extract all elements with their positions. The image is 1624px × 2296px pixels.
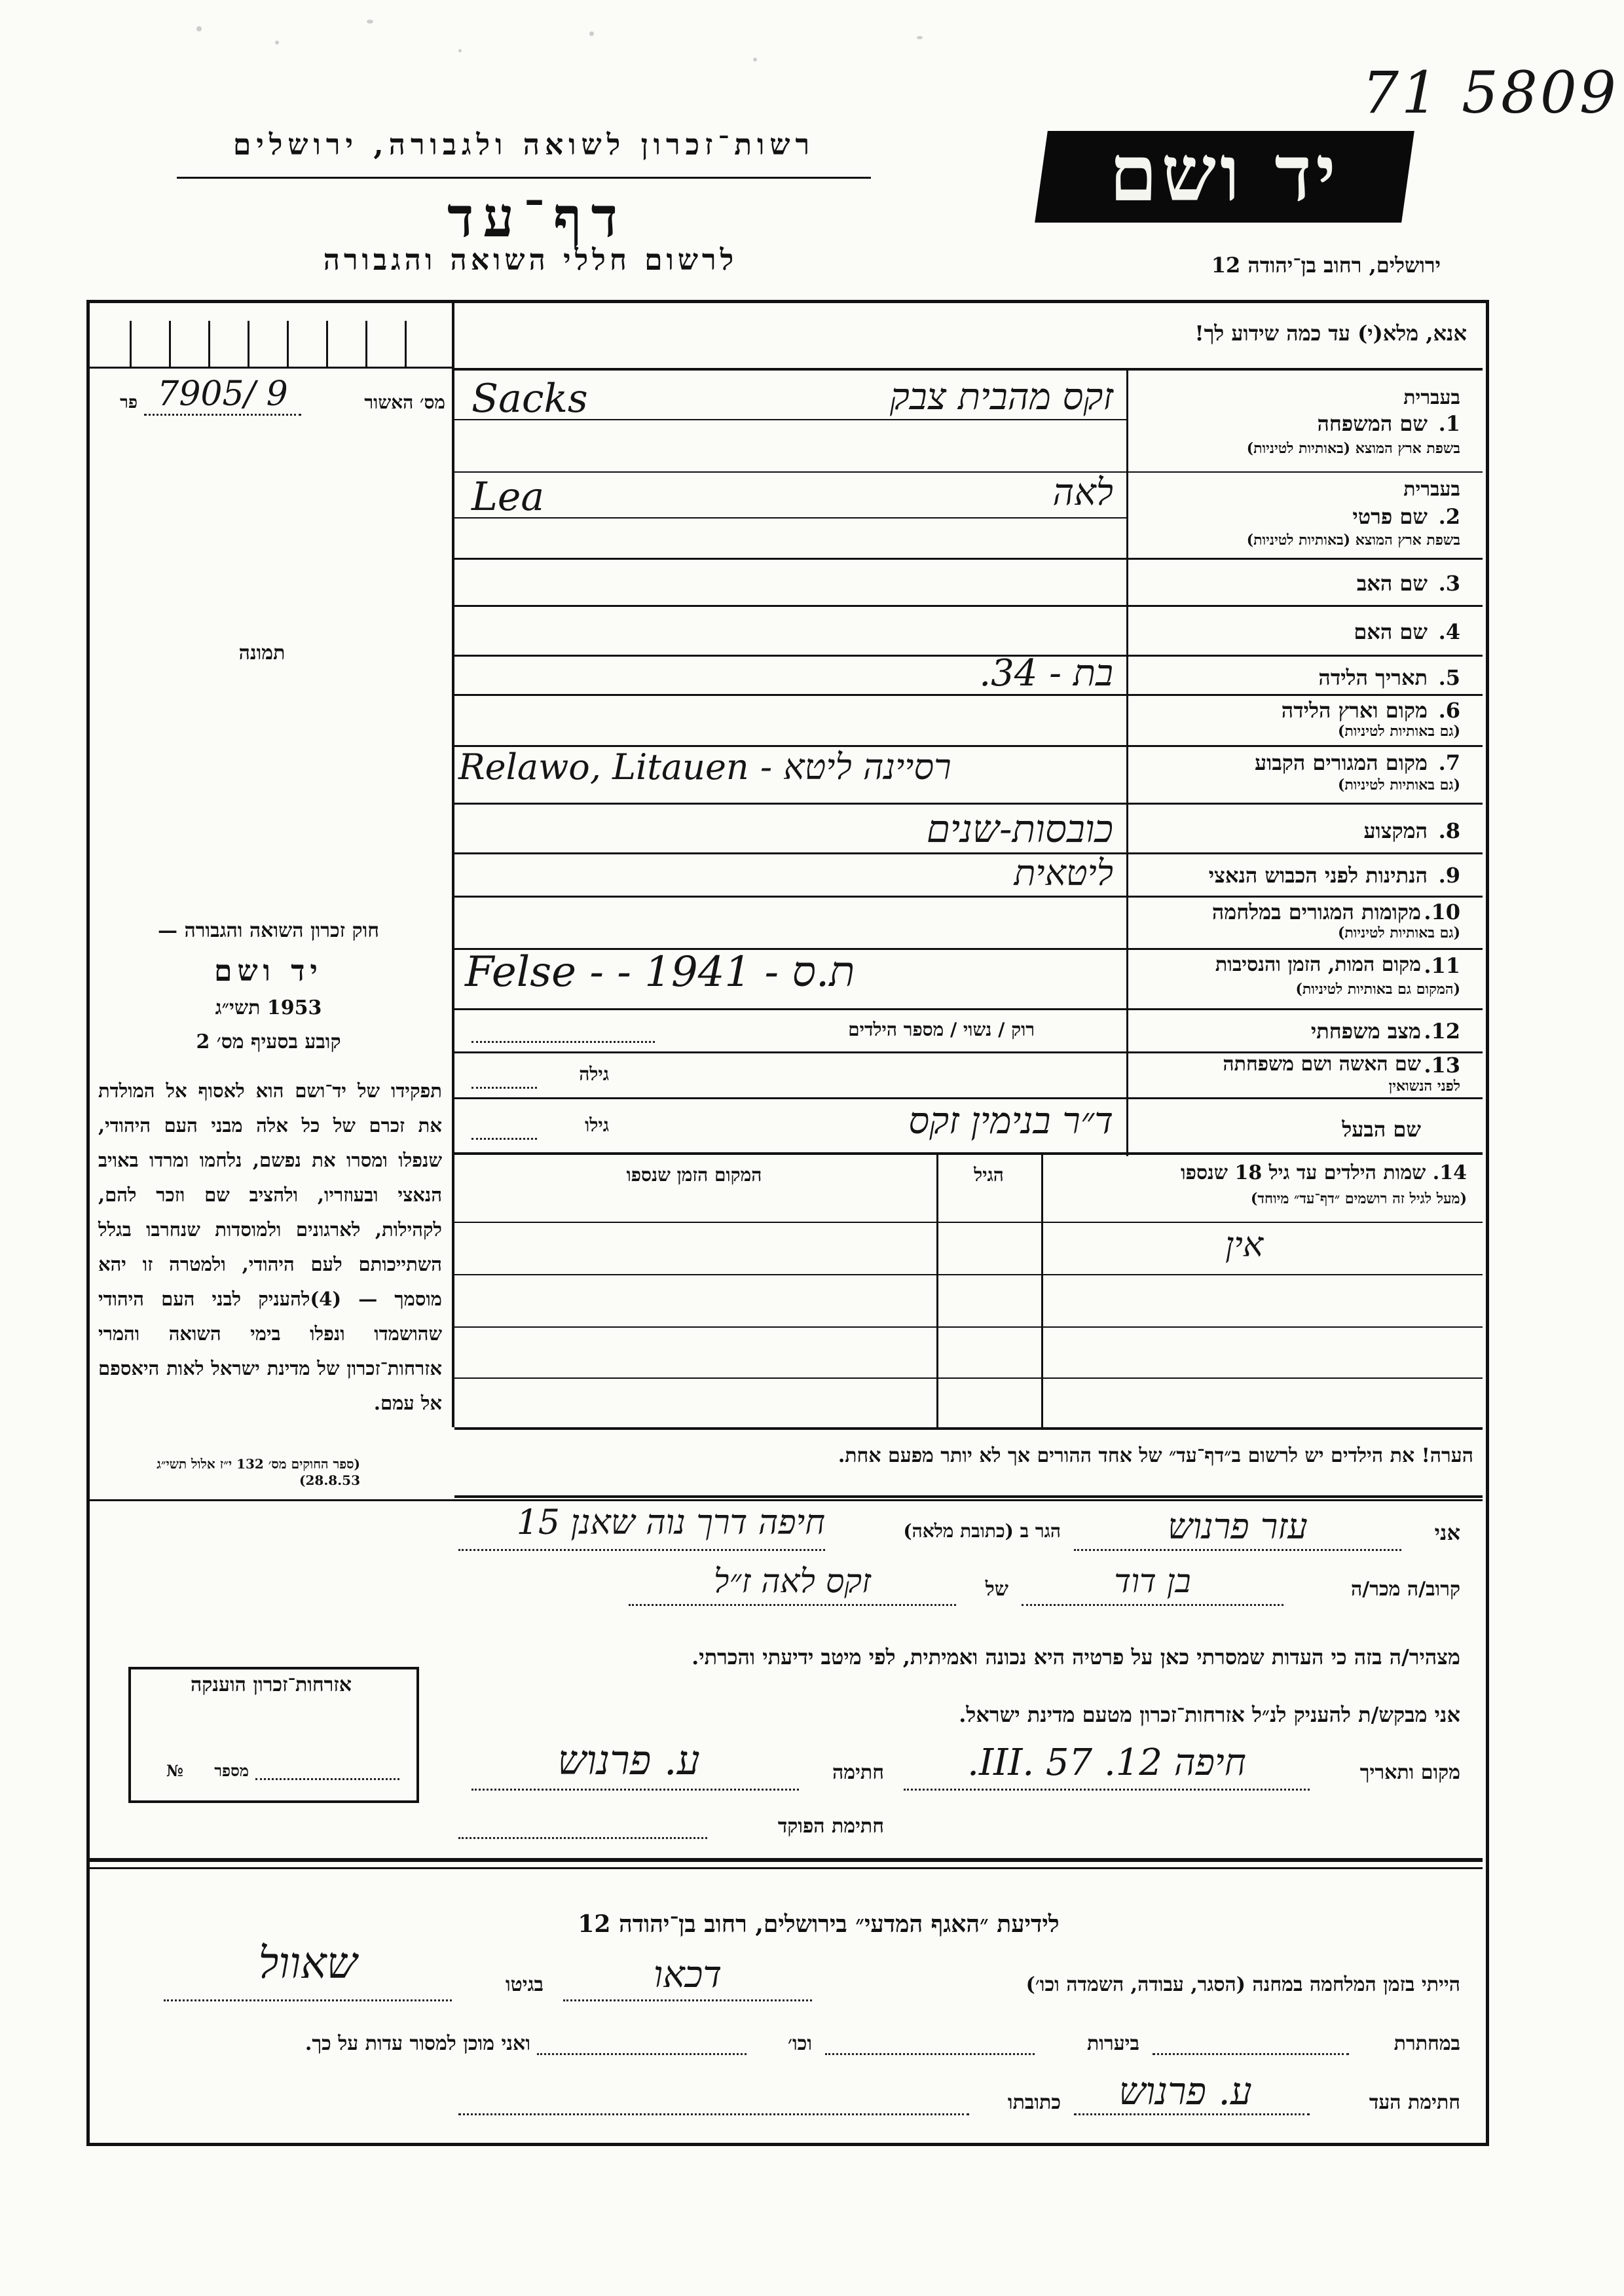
field2-value-latin[interactable]: Lea	[471, 474, 545, 520]
field10-label: מקומות המגורים במלחמה	[1211, 900, 1421, 924]
field7-value[interactable]: Relawo, Litauen - רסיינה ליטא	[458, 746, 951, 788]
law-reference: (ספר החוקים מס׳ 132 י״ז אלול תשי״ג 28.8.53)	[157, 1456, 360, 1488]
bottom-heading: לידיעת ״האגף המדעי״ בירושלים, רחוב בן־יהודה 12	[578, 1910, 1060, 1938]
citizenship-title: אזרחות־זכרון הוענקה	[190, 1673, 352, 1696]
field1-number: 1.	[1438, 411, 1460, 436]
children-label: 14. שמות הילדים עד גיל 18 שנספו	[1180, 1161, 1467, 1184]
field2-hebrew-label: בעברית	[1403, 478, 1460, 501]
law-year	[95, 996, 442, 1019]
field7-label: מקום המגורים הקבוע	[1255, 750, 1428, 775]
husband-value[interactable]: ד״ר בנימין זקס	[908, 1100, 1113, 1142]
field1-value-latin[interactable]: Sacks	[471, 376, 588, 422]
field2-label: שם פרטי	[1352, 504, 1428, 529]
signature-label: חתימה	[832, 1761, 884, 1784]
law-name: יד ושם	[214, 955, 323, 988]
field5-number: 5.	[1438, 665, 1460, 690]
address: ירושלים, רחוב בן־יהודה 12	[1211, 253, 1441, 278]
field12-label: מצב משפחתי	[1310, 1019, 1421, 1044]
children-age-header: הגיל	[974, 1164, 1004, 1186]
law-year-hebrew: תשי״ג	[215, 996, 261, 1019]
registration-prefix: פר	[120, 393, 138, 412]
citizenship-number-label: מספר	[214, 1761, 249, 1780]
field12-number: 12.	[1424, 1019, 1460, 1044]
field11-number: 11.	[1424, 953, 1460, 978]
children-note: הערה! את הילדים יש לרשום ב״דף־עד״ של אחד ההורים אך לא יותר מפעם אחת.	[838, 1444, 1473, 1467]
etc-label: וכו׳	[788, 2032, 812, 2055]
logo-text: יד ושם	[1109, 128, 1340, 219]
of-label: של	[985, 1578, 1008, 1601]
field3-label: שם האב	[1356, 571, 1428, 596]
declaration-text: מצהיר/ה בזה כי העדות שמסרתי כאן על פרטיה היא נכונה ואמיתית, לפי מיטב ידיעתי והכרתי.	[692, 1645, 1460, 1669]
field2-number: 2.	[1438, 504, 1460, 529]
field4-number: 4.	[1438, 619, 1460, 644]
declarant-name[interactable]: עזר פרנוש	[1168, 1506, 1308, 1547]
declarant-intro: אני	[1434, 1520, 1460, 1545]
field9-label: הנתינות לפני הכבוש הנאצי	[1208, 863, 1428, 888]
place-date-value[interactable]: חיפה 12. III. 57.	[967, 1741, 1246, 1784]
request-text: אני מבקש/ת להעניק לנ״ל אזרחות־זכרון מטעם מדינת ישראל.	[959, 1702, 1460, 1727]
field5-value[interactable]: בת - 34.	[979, 652, 1113, 695]
citizenship-no: №	[166, 1761, 183, 1780]
witness-signature-value[interactable]: ע. פרנוש	[1118, 2069, 1252, 2113]
field8-number: 8.	[1438, 818, 1460, 843]
law-title: חוק זכרון השואה והגבורה —	[158, 919, 379, 942]
ghetto-value[interactable]: שאוול	[258, 1938, 358, 1988]
instruction-text: אנא, מלא(י) עד כמה שידוע לך!	[1194, 321, 1467, 346]
place-date-label: מקום ותאריך	[1359, 1761, 1460, 1784]
husband-age-label: גילו	[585, 1114, 609, 1136]
camp-value[interactable]: דכאו	[653, 1954, 722, 1996]
field1-sub: בשפת ארץ המוצא (באותיות לטיניות)	[1246, 440, 1460, 457]
field8-value[interactable]: כובסות-שנים	[926, 807, 1113, 851]
relation-value[interactable]: בן דוד	[1114, 1562, 1191, 1600]
of-value[interactable]: זקס לאה ז״ל	[714, 1562, 871, 1600]
witness-address-label: כתובתו	[1007, 2091, 1061, 2114]
field10-number: 10.	[1424, 900, 1460, 924]
field10-sub: (גם באותיות לטיניות)	[1337, 924, 1460, 941]
law-clause: קובע בסעיף מס׳ 2	[196, 1030, 341, 1053]
field3-number: 3.	[1438, 571, 1460, 596]
field1-hebrew-label: בעברית	[1403, 386, 1460, 409]
hideout-label: במחתרת	[1393, 2032, 1460, 2055]
forest-label: ביערות	[1086, 2032, 1139, 2055]
children-place-header: המקום הזמן שנספו	[626, 1164, 762, 1186]
field13-label: שם האשה ושם משפחתה	[1223, 1053, 1421, 1076]
form-title: דף־עד	[447, 185, 627, 249]
law-text: תפקידו של יד־ושם הוא לאסוף אל המולדת את זכרם של כל אלה מבני העם היהודי, שנפלו ומסרו את נפשם, נלחמו ומרדו באויב הנאצי ובעוזריו, ולהציב שם וזכר להם, לקהילות, לארגונים ולמוסדות שנחרבו בגלל השתייכותם לעם היהודי, ולמטרה זו יהא מוסמך — (4)להעניק לבני העם היהודי שהושמדו ונפלו בימי השואה והמרי אזרחות־זכרון של מדינת ישראל לאות היאספם אל עמם.	[98, 1080, 442, 1414]
field5-label: תאריך הלידה	[1318, 665, 1428, 690]
photo-label: תמונה	[238, 642, 286, 665]
field2-value-hebrew[interactable]: לאה	[1052, 471, 1113, 514]
field6-sub: (גם באותיות לטיניות)	[1337, 723, 1460, 740]
field11-label: מקום המות, הזמן והנסיבות	[1215, 953, 1421, 976]
field13-sub: לפני הנשואין	[1388, 1078, 1460, 1095]
field2-sub: בשפת ארץ המוצא (באותיות לטיניות)	[1246, 532, 1460, 549]
field11-sub: (המקום גם באותיות לטיניות)	[1295, 981, 1460, 998]
declarant-address[interactable]: חיפה דרך נוה שאנן 15	[516, 1503, 825, 1542]
marital-options: רוק / נשוי / מספר הילדים	[848, 1019, 1035, 1040]
field7-number: 7.	[1438, 750, 1460, 775]
official-signature-label: חתימת הפוקד	[777, 1815, 884, 1838]
camp-line-label: הייתי בזמן המלחמה במחנה (הסגר, עבודה, השמדה וכו׳)	[1025, 1973, 1460, 1996]
law-year-number: 1953	[267, 996, 322, 1019]
form-subtitle: לרשום חללי השואה והגבורה	[323, 244, 738, 277]
husband-label: שם הבעל	[1342, 1117, 1421, 1142]
wife-age-label: גילה	[579, 1063, 609, 1085]
field9-value[interactable]: ליטאית	[1014, 852, 1113, 894]
field9-number: 9.	[1438, 863, 1460, 888]
children-sub: (מעל לגיל זה רושמים ״דף־עד״ מיוחד)	[1250, 1190, 1467, 1207]
children-entry[interactable]: אין	[1225, 1226, 1264, 1265]
declarant-lives-label: הגר ב (כתובת מלאה)	[903, 1520, 1061, 1542]
archive-number: 71 5809	[1362, 59, 1619, 126]
signature-value[interactable]: ע. פרנוש	[557, 1736, 700, 1784]
field13-number: 13.	[1424, 1053, 1460, 1078]
witness-signature-label: חתימת העד	[1369, 2091, 1460, 2114]
field6-number: 6.	[1438, 698, 1460, 723]
field1-value-hebrew[interactable]: זקס מהבית צבק	[889, 376, 1113, 418]
authority-title: רשות־זכרון לשואה ולגבורה, ירושלים	[232, 128, 815, 162]
relation-label: קרוב/ה מכר/ה	[1351, 1578, 1460, 1601]
ready-label: ואני מוכן למסור עדות על כך.	[304, 2032, 530, 2055]
field4-label: שם האם	[1354, 619, 1428, 644]
registration-label: מס׳ האשור	[364, 392, 445, 413]
field6-label: מקום וארץ הלידה	[1281, 698, 1428, 723]
field7-sub: (גם באותיות לטיניות)	[1337, 776, 1460, 793]
ghetto-label: בגיטו	[505, 1973, 544, 1996]
registration-value: 9 /7905	[157, 374, 288, 414]
field1-label: שם המשפחה	[1317, 411, 1428, 436]
field11-value[interactable]: Felse - - 1941 - ת.ס	[465, 948, 855, 996]
field8-label: המקצוע	[1363, 818, 1428, 843]
